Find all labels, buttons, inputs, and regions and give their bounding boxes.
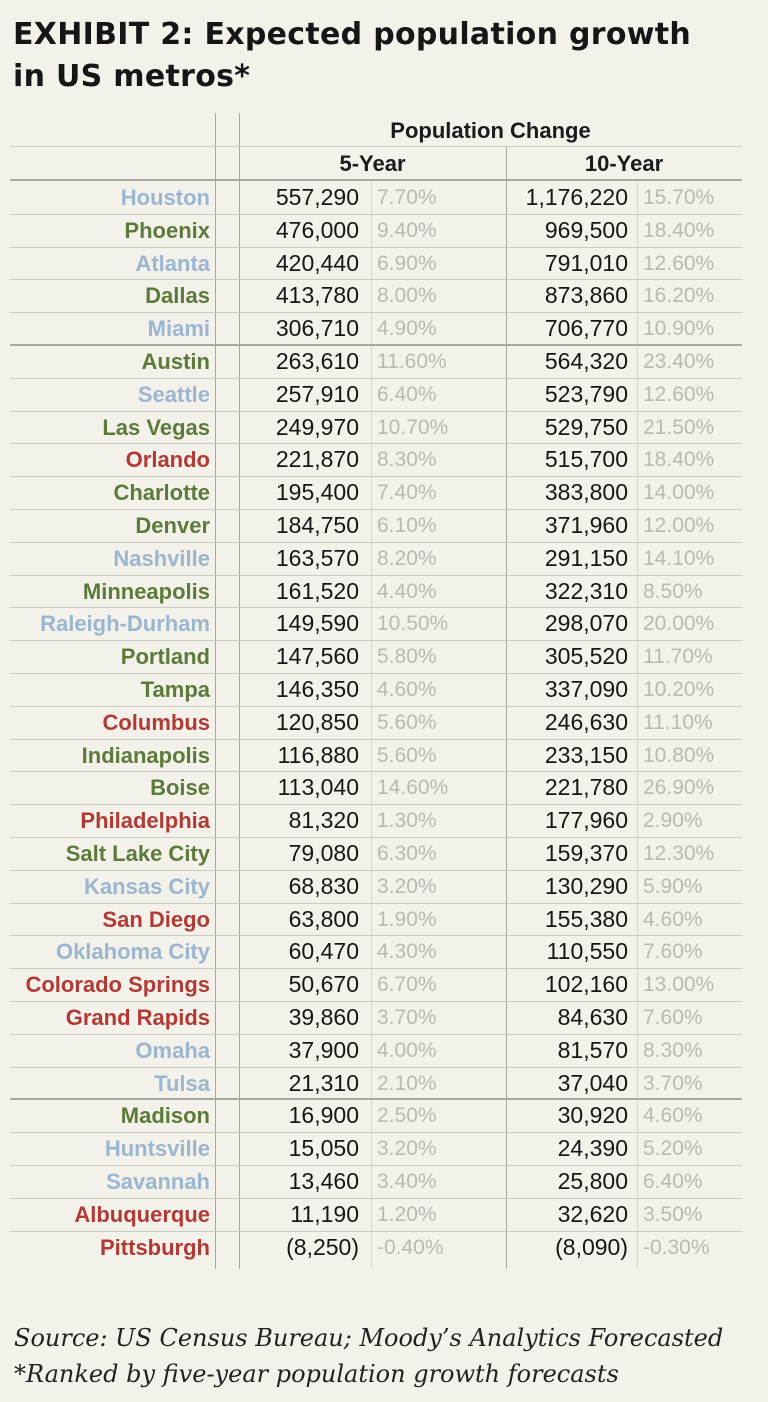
five-year-percent: 6.40%	[377, 382, 437, 406]
header-rule	[10, 146, 742, 147]
city-name: Grand Rapids	[65, 1005, 210, 1030]
five-year-percent: 7.40%	[377, 481, 437, 505]
table-row	[10, 181, 742, 214]
table-row	[10, 607, 742, 640]
title-line-2: in US metros*	[13, 59, 251, 94]
five-year-percent: 2.10%	[377, 1071, 437, 1095]
ten-year-change: 523,790	[544, 380, 628, 407]
ten-year-percent: 21.50%	[643, 415, 715, 439]
five-year-change: 146,350	[275, 676, 359, 702]
city-name: Miami	[147, 316, 210, 342]
five-year-percent: 3.20%	[377, 1137, 437, 1161]
ten-year-change: 233,150	[544, 741, 628, 768]
five-year-percent: 2.50%	[377, 1104, 437, 1128]
ten-year-percent: 23.40%	[643, 350, 715, 373]
five-year-change: 39,860	[288, 1004, 359, 1030]
table-row	[10, 509, 742, 542]
ten-year-change: 564,320	[544, 348, 628, 374]
table-row	[10, 1001, 742, 1034]
five-year-change: 263,610	[275, 348, 359, 374]
ten-year-percent: 8.30%	[643, 1038, 703, 1062]
table-row	[10, 804, 742, 837]
city-name: Tampa	[140, 677, 210, 702]
ten-year-change: 24,390	[557, 1135, 628, 1162]
ten-year-change: 305,520	[544, 643, 628, 670]
table-row	[10, 214, 742, 247]
five-year-change: 147,560	[275, 643, 359, 670]
five-year-change: 116,880	[277, 741, 359, 768]
ten-year-percent: 10.90%	[643, 317, 715, 341]
five-year-percent: 3.70%	[377, 1006, 437, 1029]
ten-year-change: 37,040	[557, 1069, 628, 1096]
five-year-percent: 1.20%	[377, 1202, 437, 1226]
table-row	[10, 1067, 742, 1100]
city-name: Savannah	[106, 1169, 210, 1194]
five-year-change: 476,000	[275, 216, 359, 243]
ten-year-percent: 26.90%	[643, 776, 715, 800]
city-name: Tulsa	[154, 1070, 210, 1096]
city-name: Dallas	[145, 283, 210, 309]
ten-year-change: 130,290	[544, 872, 628, 899]
table-row	[10, 771, 742, 804]
city-name: Charlotte	[113, 480, 210, 506]
city-name: Houston	[120, 185, 210, 210]
ten-year-percent: 11.10%	[643, 710, 713, 734]
five-year-percent: 4.40%	[377, 579, 437, 603]
ten-year-percent: 15.70%	[643, 186, 715, 209]
ten-year-change: 177,960	[544, 807, 628, 834]
five-year-change: 63,800	[288, 905, 359, 932]
ten-year-percent: 3.70%	[643, 1071, 703, 1095]
five-year-change: 16,900	[288, 1102, 359, 1129]
five-year-percent: 4.30%	[377, 940, 437, 964]
five-year-percent: 11.60%	[377, 350, 447, 373]
five-year-percent: 6.10%	[377, 514, 437, 537]
title-line-1: EXHIBIT 2: Expected population growth	[13, 17, 692, 52]
city-name: Atlanta	[135, 250, 210, 276]
table-row	[10, 673, 742, 706]
table-row	[10, 935, 742, 968]
table-row	[10, 968, 742, 1001]
city-name: Seattle	[137, 381, 210, 407]
city-name: Kansas City	[84, 873, 210, 899]
table-row	[10, 903, 742, 936]
population-table	[10, 113, 742, 1269]
five-year-percent: 6.70%	[377, 973, 437, 997]
five-year-percent: 3.40%	[377, 1170, 437, 1193]
table-row	[10, 1198, 742, 1231]
ten-year-change: 1,176,220	[525, 184, 628, 210]
ten-year-percent: 12.60%	[643, 251, 715, 275]
five-year-percent: 10.50%	[377, 612, 449, 636]
ten-year-percent: 5.20%	[643, 1137, 703, 1161]
city-name: Nashville	[113, 545, 210, 571]
table-row	[10, 312, 742, 345]
five-year-percent: 4.90%	[377, 317, 437, 341]
city-name: Portland	[120, 644, 210, 670]
ten-year-change: (8,090)	[555, 1233, 628, 1260]
table-row	[10, 279, 742, 312]
five-year-change: 257,910	[275, 380, 359, 407]
ten-year-change: 371,960	[544, 512, 628, 538]
footnote-line: *Ranked by five-year population growth forecasts	[14, 1360, 619, 1388]
city-name: Denver	[135, 513, 210, 538]
ten-year-change: 337,090	[544, 676, 628, 702]
table-row	[10, 247, 742, 280]
ten-year-change: 969,500	[544, 216, 628, 243]
ten-year-change: 32,620	[557, 1200, 628, 1227]
table-row	[10, 443, 742, 476]
ten-year-change: 221,780	[544, 774, 628, 801]
ten-year-percent: 18.40%	[643, 448, 715, 472]
table-row	[10, 575, 742, 608]
five-year-change: 15,050	[288, 1135, 359, 1162]
ten-year-percent: 14.00%	[643, 481, 715, 505]
city-name: Orlando	[125, 447, 210, 473]
five-year-change: 81,320	[288, 807, 359, 834]
table-row	[10, 1231, 742, 1264]
five-year-change: 79,080	[288, 840, 359, 866]
city-name: Philadelphia	[80, 808, 210, 834]
five-year-percent: 6.30%	[377, 842, 437, 865]
five-year-change: 195,400	[275, 479, 359, 506]
ten-year-change: 515,700	[544, 446, 628, 473]
table-row	[10, 1099, 742, 1132]
ten-year-percent: 10.20%	[643, 678, 715, 701]
five-year-change: 11,190	[290, 1200, 359, 1227]
city-name: Oklahoma City	[55, 939, 210, 965]
five-year-change: 161,520	[275, 577, 359, 604]
ten-year-change: 873,860	[544, 282, 628, 309]
five-year-change: 420,440	[275, 249, 359, 276]
ten-year-percent: 11.70%	[643, 645, 713, 669]
city-name: Austin	[141, 349, 210, 374]
five-year-percent: 6.90%	[377, 251, 437, 275]
ten-year-change: 110,550	[546, 938, 628, 965]
ten-year-percent: 12.60%	[643, 382, 715, 406]
five-year-percent: 4.00%	[377, 1038, 437, 1062]
ten-year-change: 84,630	[557, 1004, 628, 1030]
ten-year-percent: 13.00%	[643, 973, 715, 997]
table-row	[10, 542, 742, 575]
five-year-change: 113,040	[277, 774, 359, 801]
city-name: Indianapolis	[81, 742, 210, 768]
ten-year-change: 155,380	[544, 905, 628, 932]
city-name: Minneapolis	[82, 578, 210, 604]
ten-year-percent: 8.50%	[643, 579, 703, 603]
ten-year-change: 529,750	[544, 413, 628, 440]
five-year-change: 249,970	[275, 413, 359, 440]
ten-year-percent: 12.30%	[643, 842, 715, 865]
city-name: San Diego	[102, 906, 210, 932]
five-year-change: 60,470	[288, 938, 359, 965]
population-change-header: Population Change	[390, 118, 591, 143]
ten-year-change: 246,630	[544, 708, 628, 735]
ten-year-percent: 16.20%	[643, 284, 715, 308]
table-row	[10, 837, 742, 870]
city-name: Omaha	[135, 1037, 210, 1063]
five-year-percent: 9.40%	[377, 218, 437, 242]
city-name: Albuquerque	[74, 1201, 210, 1227]
city-name: Las Vegas	[102, 414, 210, 440]
ten-year-percent: 14.10%	[643, 546, 715, 570]
five-year-percent: 8.00%	[377, 284, 437, 308]
city-name: Salt Lake City	[65, 841, 210, 866]
five-year-change: (8,250)	[286, 1233, 359, 1260]
ten-year-change: 25,800	[557, 1168, 628, 1194]
table-row	[10, 411, 742, 444]
source-note	[14, 1320, 754, 1392]
ten-year-percent: 20.00%	[643, 612, 715, 636]
table-row	[10, 1165, 742, 1198]
five-year-change: 37,900	[288, 1036, 359, 1063]
table-row	[10, 1132, 742, 1165]
ten-year-percent: -0.30%	[643, 1235, 710, 1259]
ten-year-change: 791,010	[544, 249, 628, 276]
five-year-percent: 10.70%	[377, 415, 449, 439]
source-line: Source: US Census Bureau; Moody’s Analytics Forecasted	[14, 1324, 724, 1352]
ten-year-percent: 4.60%	[643, 907, 703, 931]
ten-year-percent: 5.90%	[643, 874, 703, 898]
ten-year-change: 706,770	[544, 315, 628, 342]
table-row	[10, 706, 742, 739]
city-name: Madison	[120, 1103, 210, 1129]
exhibit-title	[13, 14, 753, 98]
five-year-change: 413,780	[275, 282, 359, 309]
table-row	[10, 1034, 742, 1067]
ten-year-percent: 7.60%	[643, 1006, 703, 1029]
ten-year-percent: 10.80%	[643, 743, 715, 767]
ten-year-change: 159,370	[544, 840, 628, 866]
five-year-change: 13,460	[288, 1168, 359, 1194]
five-year-percent: 5.80%	[377, 645, 437, 669]
ten-year-percent: 3.50%	[643, 1202, 703, 1226]
table-row	[10, 378, 742, 411]
city-name: Raleigh-Durham	[40, 611, 210, 637]
five-year-change: 184,750	[275, 512, 359, 538]
ten-year-percent: 12.00%	[643, 514, 715, 537]
city-name: Huntsville	[104, 1136, 210, 1162]
city-name: Pittsburgh	[100, 1234, 210, 1260]
five-year-percent: -0.40%	[377, 1235, 444, 1259]
five-year-percent: 1.30%	[377, 809, 437, 833]
ten-year-change: 383,800	[544, 479, 628, 506]
table-row	[10, 739, 742, 772]
five-year-percent: 8.30%	[377, 448, 437, 472]
five-year-change: 221,870	[275, 446, 359, 473]
ten-year-percent: 6.40%	[643, 1170, 703, 1193]
five-year-percent: 5.60%	[377, 710, 437, 734]
five-year-percent: 7.70%	[377, 186, 437, 209]
five-year-change: 120,850	[275, 708, 359, 735]
city-name: Boise	[150, 775, 210, 801]
ten-year-percent: 4.60%	[643, 1104, 703, 1128]
five-year-percent: 14.60%	[377, 776, 449, 800]
ten-year-change: 322,310	[544, 577, 628, 604]
city-name: Phoenix	[124, 217, 210, 243]
ten-year-percent: 7.60%	[643, 940, 703, 964]
table-row	[10, 476, 742, 509]
five-year-change: 50,670	[288, 971, 359, 998]
five-year-change: 21,310	[288, 1069, 359, 1096]
ten-year-change: 30,920	[557, 1102, 628, 1129]
five-year-change: 557,290	[275, 184, 359, 210]
ten-year-change: 81,570	[557, 1036, 628, 1063]
five-year-change: 68,830	[288, 872, 359, 899]
five-year-change: 163,570	[275, 544, 359, 571]
ten-year-change: 102,160	[544, 971, 628, 998]
table-row	[10, 640, 742, 673]
table-row	[10, 345, 742, 378]
five-year-percent: 4.60%	[377, 678, 437, 701]
five-year-change: 306,710	[275, 315, 359, 342]
five-year-percent: 5.60%	[377, 743, 437, 767]
ten-year-change: 291,150	[544, 544, 628, 571]
table-row	[10, 870, 742, 903]
five-year-header: 5-Year	[339, 151, 406, 176]
ten-year-percent: 18.40%	[643, 218, 715, 242]
five-year-percent: 8.20%	[377, 546, 437, 570]
ten-year-header: 10-Year	[584, 151, 664, 176]
city-name: Colorado Springs	[25, 972, 210, 998]
ten-year-percent: 2.90%	[643, 809, 703, 833]
five-year-percent: 3.20%	[377, 874, 437, 898]
five-year-change: 149,590	[275, 610, 359, 637]
five-year-percent: 1.90%	[377, 907, 437, 931]
ten-year-change: 298,070	[544, 610, 628, 637]
city-name: Columbus	[102, 709, 210, 735]
